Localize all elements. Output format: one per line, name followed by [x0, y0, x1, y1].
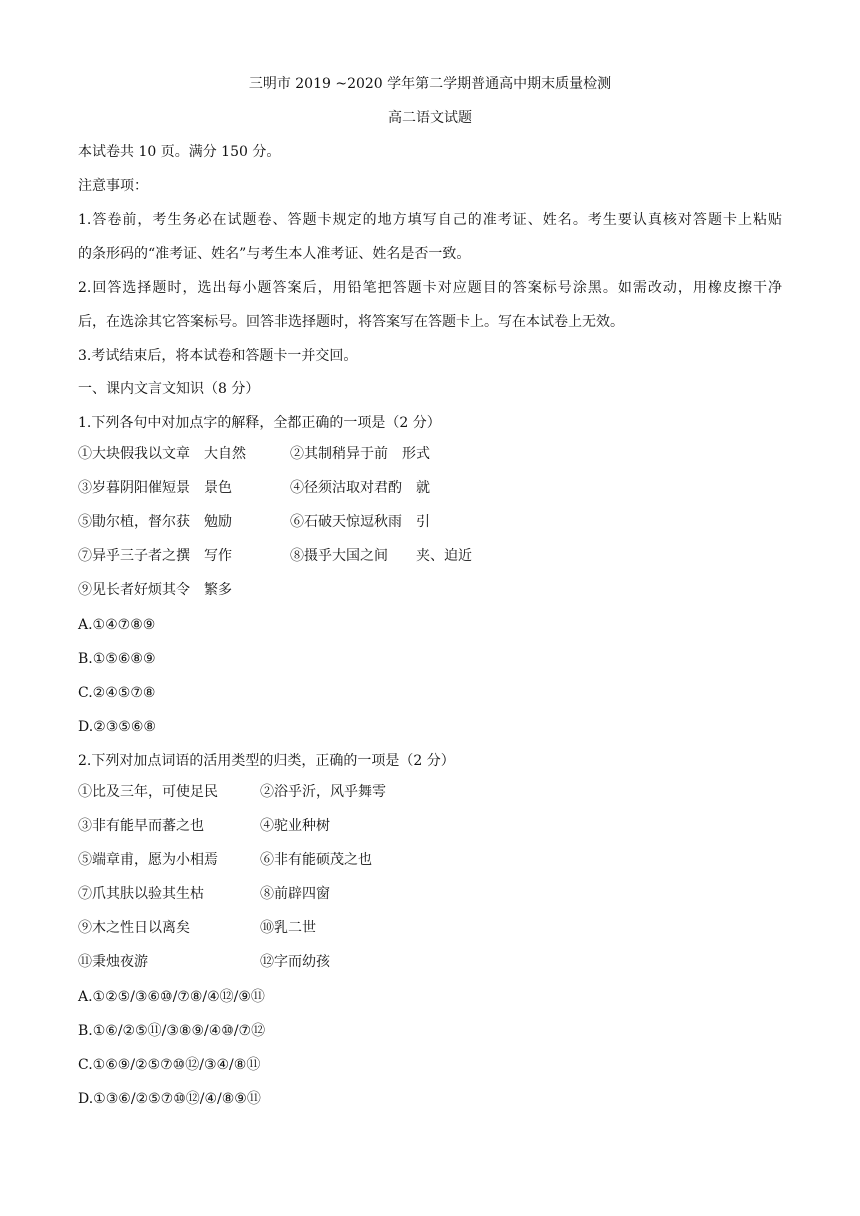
- q1-item: ⑤勖尔植，督尔获 勉励: [78, 514, 232, 530]
- q2-item: ①比及三年，可使足民: [78, 784, 218, 800]
- q1-item: ③岁暮阴阳催短景 景色: [78, 480, 232, 496]
- note-2-line-1: 2.回答选择题时，选出每小题答案后，用铅笔把答题卡对应题目的答案标号涂黑。如需改动，用橡皮擦干净: [78, 280, 782, 296]
- pages-info: 本试卷共 10 页。满分 150 分。: [78, 144, 281, 160]
- question-2-stem: 2.下列对加点词语的活用类型的归类，正确的一项是（2 分）: [78, 753, 455, 769]
- q1-item: ⑦异乎三子者之撰 写作: [78, 548, 232, 564]
- notice-heading: 注意事项：: [78, 178, 148, 194]
- q1-option-a: A.①④⑦⑧⑨: [78, 617, 156, 633]
- q2-item: ⑦爪其肤以验其生枯: [78, 886, 204, 902]
- q1-item: ①大块假我以文章 大自然: [78, 446, 246, 462]
- q1-item: ⑧摄乎大国之间 夹、迫近: [290, 548, 472, 564]
- note-2-line-2: 后，在选涂其它答案标号。回答非选择题时，将答案写在答题卡上。写在本试卷上无效。: [78, 314, 624, 330]
- note-1-line-1: 1.答卷前，考生务必在试题卷、答题卡规定的地方填写自己的准考证、姓名。考生要认真核对答题卡上粘贴: [78, 212, 782, 228]
- note-3: 3.考试结束后，将本试卷和答题卡一并交回。: [78, 348, 358, 364]
- section-1-heading: 一、课内文言文知识（8 分）: [78, 381, 260, 397]
- page-subtitle: 高二语文试题: [388, 110, 472, 126]
- question-1-stem: 1.下列各句中对加点字的解释，全都正确的一项是（2 分）: [78, 415, 441, 431]
- q2-item: ⑥非有能硕茂之也: [260, 852, 372, 868]
- q1-item: ⑨见长者好烦其令 繁多: [78, 582, 232, 598]
- q2-item: ⑩乳二世: [260, 920, 316, 936]
- q2-option-a: A.①②⑤/③⑥⑩/⑦⑧/④⑫/⑨⑪: [78, 989, 265, 1005]
- q2-item: ④驼业种树: [260, 818, 330, 834]
- q2-option-b: B.①⑥/②⑤⑪/③⑧⑨/④⑩/⑦⑫: [78, 1023, 266, 1039]
- q1-item: ⑥石破天惊逗秋雨 引: [290, 514, 430, 530]
- q1-option-c: C.②④⑤⑦⑧: [78, 685, 156, 701]
- q2-option-c: C.①⑥⑨/②⑤⑦⑩⑫/③④/⑧⑪: [78, 1057, 261, 1073]
- q2-item: ②浴乎沂，风乎舞雩: [260, 784, 386, 800]
- q1-option-b: B.①⑤⑥⑧⑨: [78, 651, 156, 667]
- note-1-line-2: 的条形码的“准考证、姓名”与考生本人准考证、姓名是否一致。: [78, 246, 471, 262]
- q2-option-d: D.①③⑥/②⑤⑦⑩⑫/④/⑧⑨⑪: [78, 1091, 261, 1107]
- q2-item: ⑧前辟四窗: [260, 886, 330, 902]
- q2-item: ⑪秉烛夜游: [78, 954, 148, 970]
- q2-item: ⑨木之性日以离矣: [78, 920, 190, 936]
- q1-option-d: D.②③⑤⑥⑧: [78, 719, 156, 735]
- q1-item: ②其制稍异于前 形式: [290, 446, 430, 462]
- q2-item: ⑫字而幼孩: [260, 954, 330, 970]
- q2-item: ⑤端章甫，愿为小相焉: [78, 852, 218, 868]
- q2-item: ③非有能早而蕃之也: [78, 818, 204, 834]
- page-title: 三明市 2019 ~2020 学年第二学期普通高中期末质量检测: [248, 76, 612, 92]
- q1-item: ④径须沽取对君酌 就: [290, 480, 430, 496]
